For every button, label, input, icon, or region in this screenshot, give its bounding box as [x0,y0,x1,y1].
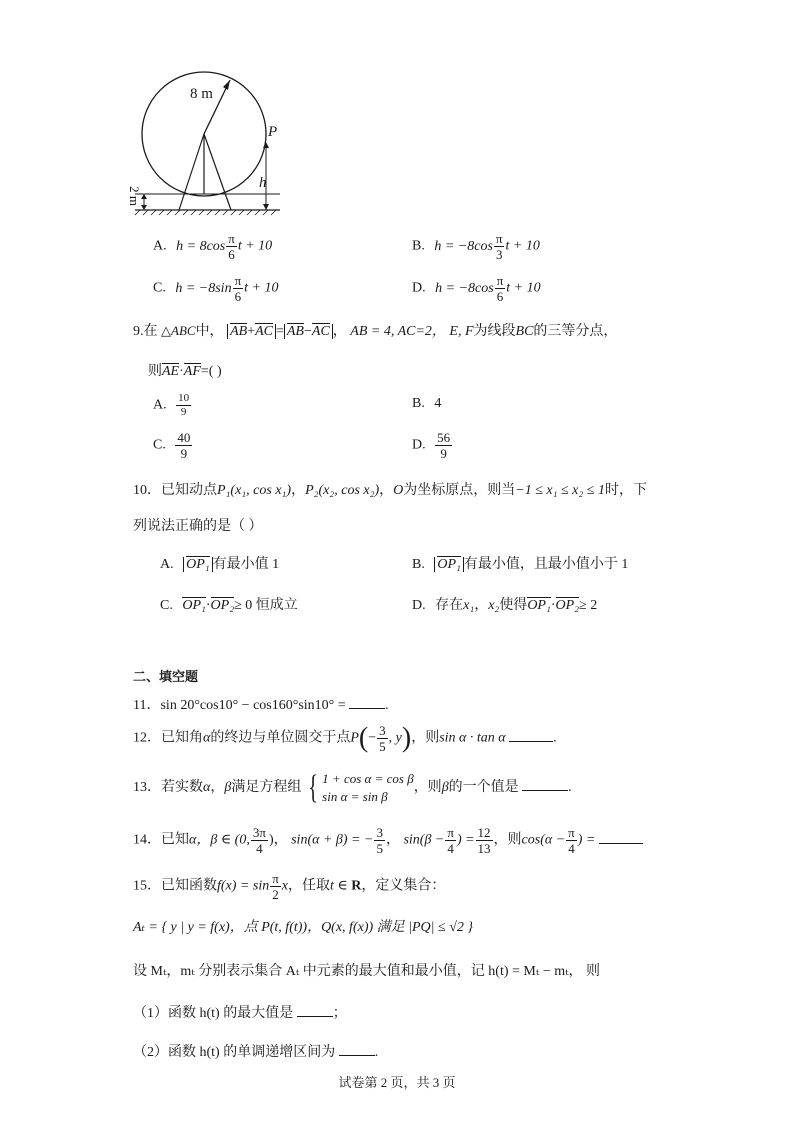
option-label: C. [153,437,166,453]
option-text: ， [474,598,489,613]
option-frac [233,274,244,303]
option-text: ≥ 0 恒成立 [234,598,298,613]
frac-den: 4 [447,841,454,856]
dot-product: · [550,598,556,613]
abs-vector [183,557,213,572]
system-brace: { [308,768,318,806]
q15-frac [270,872,281,901]
q10-text: ， [291,483,306,498]
var-x2: x₂ [488,598,500,613]
var-x: x [281,878,289,894]
abs-diff-vectors [284,324,333,339]
q9-text: ， [332,324,347,339]
vector-ae: AE [162,364,180,379]
question-number: 9. [133,324,144,339]
paren-close: ) [401,722,412,754]
frac-den: 3 [495,247,503,262]
option-expr-pre: h = −8sin [175,280,232,296]
reals-symbol: R [351,878,362,894]
var-beta: β [441,779,449,795]
option-frac [495,274,506,303]
option-label: B. [412,557,425,572]
option-text: 有最小值，且最小值小于 1 [463,557,629,572]
q10-text: 为坐标原点，则当 [403,483,516,498]
option-text: 使得 [499,598,528,613]
vector-af: AF [183,364,201,379]
point-p: P [350,730,359,746]
frac-num: 3 [379,723,386,738]
vector-op1: OP₁ [527,598,551,613]
q8-option-a[interactable] [153,232,272,261]
q13-answer-blank[interactable] [522,790,568,791]
q14-answer-blank[interactable] [599,843,643,844]
vector-op2: OP₂ [555,598,580,613]
option-frac [226,232,237,261]
coord-y: , y [388,730,402,746]
point-p2: P₂(x₂, cos x₂) [305,483,380,498]
frac-num: π [234,273,242,288]
option-text: ≥ 2 [579,598,598,613]
frac-num: 3π [252,825,266,840]
frac-den: 6 [234,289,242,304]
frac-num: π [496,273,504,288]
frac-num: 12 [477,825,491,840]
question-number: 10． [133,483,161,498]
paren-open: ( [358,722,369,754]
q9-text: 则 [148,364,162,379]
frac-den: 6 [228,247,235,262]
var-beta: β [224,779,232,795]
q12-answer-blank[interactable] [509,741,553,742]
option-label: C. [153,280,166,296]
q14-text: ，则 [493,832,522,848]
frac-den: 9 [440,446,447,461]
q14-frac [566,826,577,855]
q14-frac [374,826,385,855]
q12-text: 已知角 [161,730,203,746]
option-label: D. [412,280,426,296]
ferris-wheel-diagram [126,60,290,220]
option-expr-post: t + 10 [237,238,273,254]
q11-expression: sin 20°cos10° − cos160°sin10° = [160,698,346,713]
q13-period: . [568,779,572,795]
q15-stem-line3: 设 Mₜ，mₜ 分别表示集合 Aₜ 中元素的最大值和最小值，记 h(t) = Mₜ − mₜ， 则 [133,964,601,979]
frac-num: 10 [178,392,190,404]
option-label: B. [412,238,425,254]
q8-option-b[interactable] [412,232,540,261]
q13 [133,770,572,805]
question-number: 15． [133,878,161,894]
q15-text: 已知函数 [161,878,217,894]
vector-ac: AC [255,324,273,339]
ferris-wheel-figure [130,60,290,220]
q10-option-b[interactable] [412,553,628,573]
q9-text: 为线段 [473,324,516,339]
point-p-label: P [268,124,278,140]
frac-num: π [495,231,503,246]
q9-option-c[interactable] [153,431,193,460]
q15-text: ，定义集合： [361,878,446,894]
function-f: f(x) = sin [217,878,270,894]
frac-den: 6 [496,289,504,304]
option-frac [176,393,191,418]
frac-den: 4 [568,841,575,856]
frac-num: 56 [437,430,451,445]
equation-system [305,770,414,805]
q14-domain: α，β ∈ (0, [189,832,250,848]
q10-stem-line1 [133,479,647,499]
q13-text: ， [210,779,225,795]
plus-sign: + [247,324,256,339]
q10-condition: −1 ≤ x₁ ≤ x₂ ≤ 1 [515,483,605,498]
frac-num: π [228,231,235,246]
frac-num: 40 [177,430,191,445]
option-expr-post: t + 10 [506,280,541,296]
q14-eq1: sin(α + β) = − [291,832,374,848]
question-number: 12． [133,730,161,746]
q9-option-b[interactable] [412,396,441,412]
q11-period: . [385,698,389,713]
option-label: C. [160,598,173,613]
q11-answer-blank[interactable] [349,708,385,709]
q10-stem-line2 [133,515,263,535]
option-label: A. [160,557,174,572]
q12 [133,724,557,753]
q12-text: 的终边与单位圆交于点 [210,730,351,746]
q15-sub2 [133,1041,378,1061]
frac-den: 5 [376,841,383,856]
q14-eq3: cos(α − [521,832,566,848]
q14-frac [251,826,268,855]
q11 [133,694,389,714]
angle-alpha: α [203,730,211,746]
frac-num: 3 [376,825,383,840]
option-frac [175,431,192,460]
q15-sub2-text: （2）函数 h(t) 的单调递增区间为 [133,1045,336,1060]
option-frac [435,431,452,460]
q14-text: 已知 [161,832,189,848]
q14-text: ， [385,832,400,848]
option-label: A. [153,238,167,254]
q14-eq2: sin(β − [403,832,445,848]
frac-den: 13 [477,841,491,856]
option-text: 存在 [435,598,464,613]
q10-text: 时，下 [604,483,647,498]
var-t: t ∈ [330,878,352,894]
option-expr-post: t + 10 [505,238,540,254]
q9-option-a[interactable] [153,393,192,418]
vector-op2: OP₂ [210,598,235,613]
q12-expression: sin α · tan α [439,730,506,746]
answer-paren: =( ) [200,364,222,379]
option-label: D. [412,598,426,613]
ground-height-label: 2 m [126,186,142,206]
q9-text: 在 [143,324,158,339]
minus-sign: − [303,324,312,339]
q8-option-c[interactable] [153,274,279,303]
q15-sub2-answer-blank[interactable] [339,1055,375,1056]
option-label: A. [153,397,167,413]
option-expr-pre: h = 8cos [176,238,226,254]
q13-text: 满足方程组 [231,779,302,795]
frac-den: 4 [256,841,263,856]
segment-bc: BC [515,324,534,339]
minus-sign: − [368,730,377,746]
q15-sub1-text: （1）函数 h(t) 的最大值是 [133,1006,294,1021]
frac-num: π [568,825,575,840]
option-text: 有最小值 1 [212,557,280,572]
q13-text: 的一个值是 [448,779,519,795]
page-footer: 试卷第 2 页，共 3 页 [338,1075,456,1090]
height-label: h [259,175,267,191]
q14-frac [445,826,456,855]
q12-text: ，则 [411,730,440,746]
option-label: D. [412,437,426,453]
dot-product: · [179,364,184,379]
q10-text: 列说法正确的是（ ） [133,519,263,534]
q15-sub2-end: . [374,1045,379,1060]
q9-text: 中， [195,324,224,339]
system-lines [322,770,414,805]
q14 [133,826,643,855]
q9-stem-line2 [148,360,222,380]
option-frac [494,232,505,261]
equals-sign: = [275,324,284,339]
q9-option-d[interactable] [412,431,453,460]
q12-period: . [553,730,557,746]
frac-den: 5 [379,739,386,754]
q10-text: 已知动点 [161,483,217,498]
vector-ac: AC [311,324,330,339]
abs-sum-vectors [227,324,276,339]
q15-sub1-end: ； [332,1006,347,1021]
question-number: 11． [133,698,161,713]
abs-vector [434,557,464,572]
var-alpha: α [203,779,211,795]
q12-frac [377,724,388,753]
vector-ab: AB [230,324,248,339]
section-fill-in-heading: 二、填空题 [133,670,199,685]
question-number: 13． [133,779,161,795]
q9-points-ef: E, F [449,324,474,339]
q15-sub1-answer-blank[interactable] [297,1016,333,1017]
radius-label: 8 m [190,86,213,102]
q10-text: ， [379,483,394,498]
question-number: 14． [133,832,161,848]
q14-eq2: ) = [456,832,475,848]
frac-den: 2 [272,887,279,902]
var-x1: x₁ [463,598,475,613]
frac-num: π [272,871,279,886]
q9-stem-line1 [133,320,617,340]
option-expr-post: t + 10 [244,280,279,296]
q9-text: 的三等分点， [533,324,618,339]
option-label: B. [412,396,425,411]
frac-num: π [447,825,454,840]
q10-option-c[interactable] [160,594,298,614]
q13-text: 若实数 [161,779,203,795]
q10-option-d[interactable] [412,594,597,614]
vector-ab: AB [286,324,304,339]
option-value: 4 [434,396,442,411]
equation-2: sin α = sin β [322,788,388,804]
q15-stem-line1 [133,872,445,901]
q9-lengths: AB = 4, AC=2， [350,324,446,339]
q8-option-d[interactable] [412,274,541,303]
equation-1: 1 + cos α = cos β [322,771,414,786]
frac-den: 9 [180,446,188,461]
vector-op1: OP₁ [182,598,206,613]
q14-text: )， [268,832,288,848]
origin-o: O [393,483,404,498]
vector-op1: OP₁ [437,557,461,572]
q14-frac [476,826,493,855]
q15-text: ，任取 [288,878,331,894]
frac-den: 9 [180,406,187,418]
triangle-abc: △ABC [161,323,196,338]
q15-sub1 [133,1002,347,1022]
option-expr-pre: h = −8cos [434,238,493,254]
point-p1: P₁(x₁, cos x₁) [217,483,292,498]
q15-set-definition: Aₜ = { y | y = f(x)，点 P(t, f(t))，Q(x, f(x)) 满足 |PQ| ≤ √2 } [133,920,473,935]
q14-eq3: ) = [577,832,596,848]
q10-option-a[interactable] [160,553,279,573]
q13-text: ，则 [413,779,442,795]
vector-op1: OP₁ [186,557,210,572]
option-expr-pre: h = −8cos [435,280,494,296]
dot-product: · [205,598,211,613]
